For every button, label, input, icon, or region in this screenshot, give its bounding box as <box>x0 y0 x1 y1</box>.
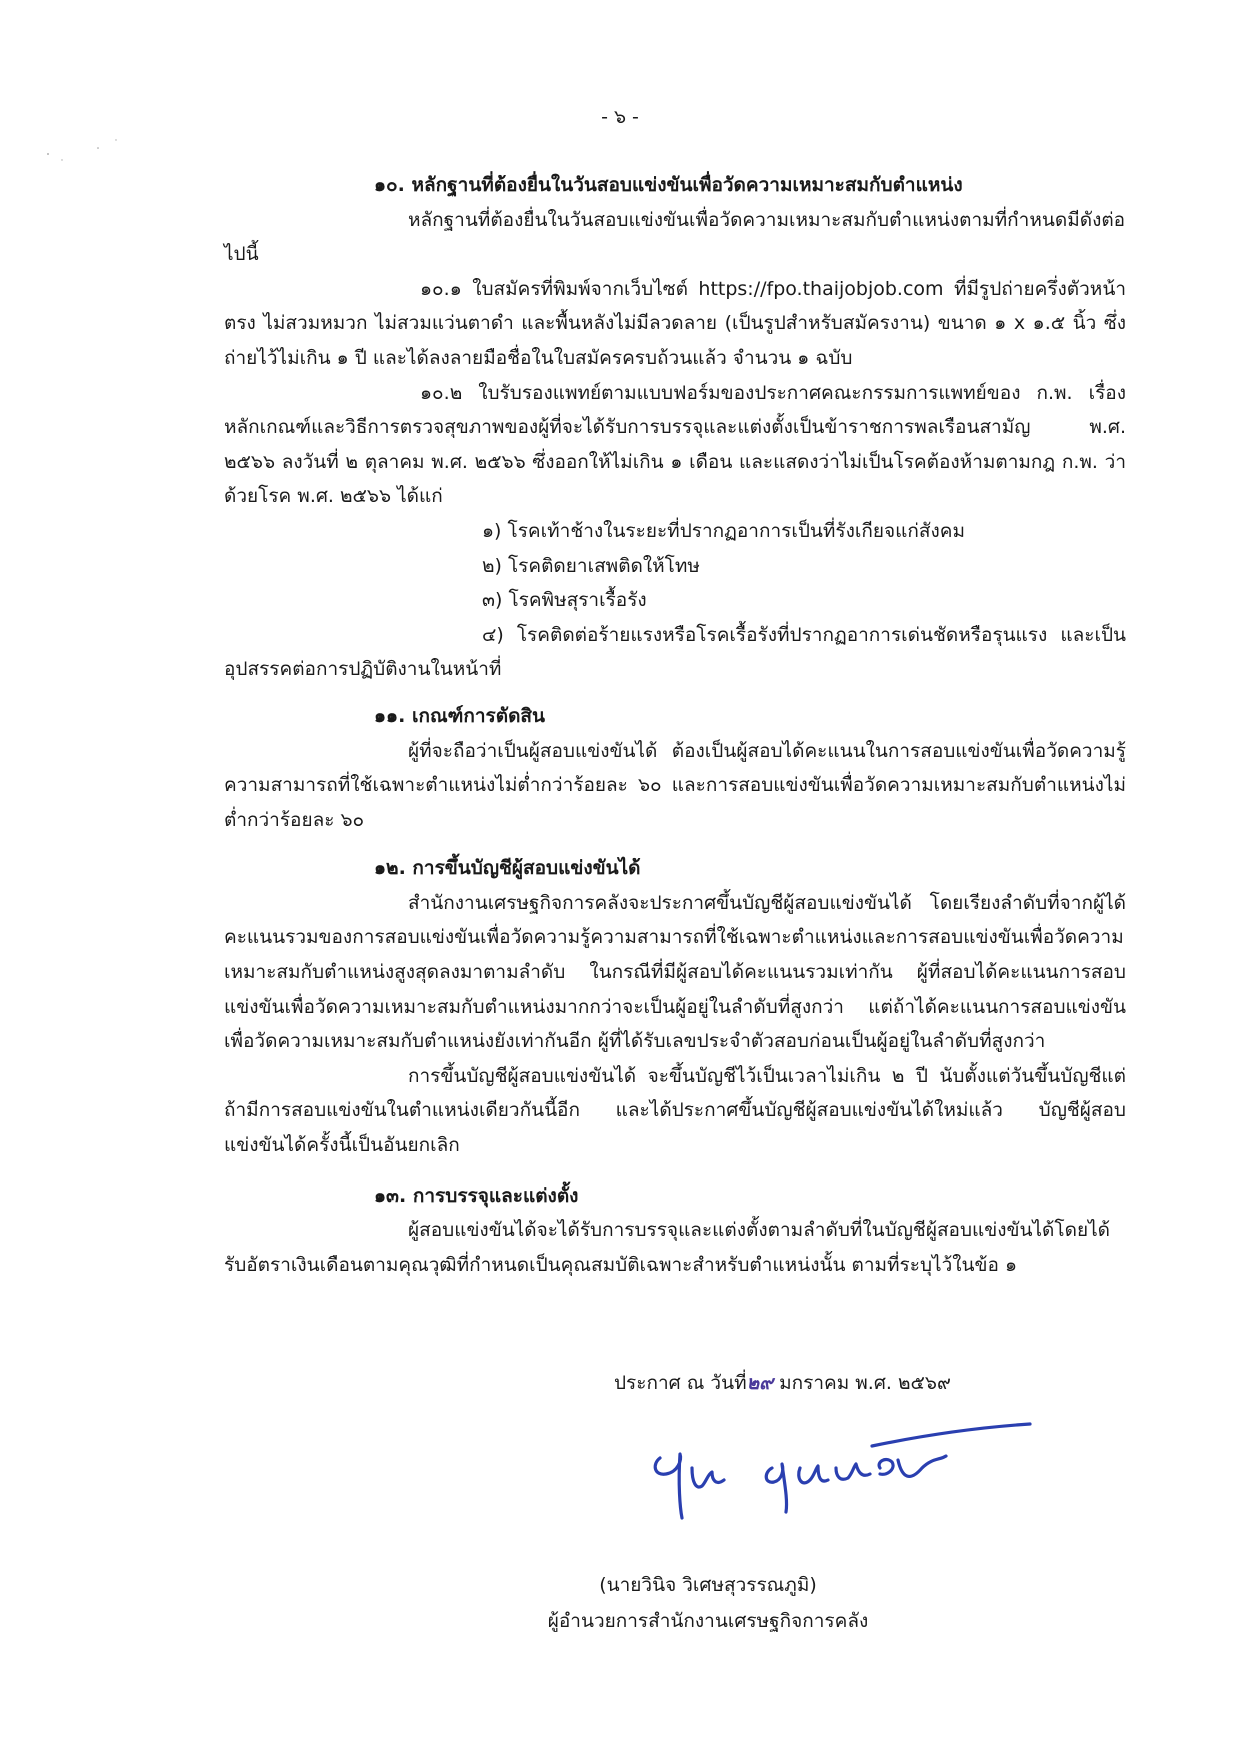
scan-specks <box>40 130 140 170</box>
section-13-heading: ๑๓. การบรรจุและแต่งตั้ง <box>374 1184 579 1207</box>
date-suffix: มกราคม พ.ศ. ๒๕๖๙ <box>779 1372 951 1394</box>
document-body <box>224 168 1126 1282</box>
section-12-heading: ๑๒. การขึ้นบัญชีผู้สอบแข่งขันได้ <box>374 857 641 880</box>
signer-name: (นายวินิจ วิเศษสุวรรณภูมิ) <box>599 1574 817 1596</box>
section-10-item-2: ๑๐.๒ ใบรับรองแพทย์ตามแบบฟอร์มของประกาศคณะกรรมการแพทย์ของ ก.พ. เรื่อง หลักเกณฑ์และวิธีการตรวจสุขภาพของผู้ที่จะได้รับการบรรจุและแต่งตั้งเป็นข้าราชการพลเรือนสามัญ พ.ศ. ๒๕๖๖ ลงวันที่ ๒ ตุลาคม พ.ศ. ๒๕๖๖ ซึ่งออกให้ไม่เกิน ๑ เดือน และแสดงว่าไม่เป็นโรคต้องห้ามตามกฎ ก.พ. ว่าด้วยโรค พ.ศ. ๒๕๖๖ ได้แก่ <box>224 381 1126 508</box>
disease-item-1: ๑) โรคเท้าช้างในระยะที่ปรากฏอาการเป็นที่รังเกียจแก่สังคม <box>482 519 966 542</box>
section-12-body-2: การขึ้นบัญชีผู้สอบแข่งขันได้ จะขึ้นบัญชีไว้เป็นเวลาไม่เกิน ๒ ปี นับตั้งแต่วันขึ้นบัญชีแต่ถ้ามีการสอบแข่งขันในตำแหน่งเดียวกันนี้อีก และได้ประกาศขึ้นบัญชีผู้สอบแข่งขันได้ใหม่แล้ว บัญชีผู้สอบแข่งขันได้ครั้งนี้เป็นอันยกเลิก <box>224 1064 1126 1157</box>
handwritten-signature <box>640 1420 1040 1530</box>
signer-title: ผู้อำนวยการสำนักงานเศรษฐกิจการคลัง <box>547 1610 869 1632</box>
section-12-body-1: สำนักงานเศรษฐกิจการคลังจะประกาศขึ้นบัญชีผู้สอบแข่งขันได้ โดยเรียงลำดับที่จากผู้ได้คะแนนรวมของการสอบแข่งขันเพื่อวัดความรู้ความสามารถที่ใช้เฉพาะตำแหน่งและการสอบแข่งขันเพื่อวัดความเหมาะสมกับตำแหน่งสูงสุดลงมาตามลำดับ ในกรณีที่มีผู้สอบได้คะแนนรวมเท่ากัน ผู้ที่สอบได้คะแนนการสอบแข่งขันเพื่อวัดความเหมาะสมกับตำแหน่งมากกว่าจะเป็นผู้อยู่ในลำดับที่สูงกว่า แต่ถ้าได้คะแนนการสอบแข่งขันเพื่อวัดความเหมาะสมกับตำแหน่งยังเท่ากันอีก ผู้ที่ได้รับเลขประจำตัวสอบก่อนเป็นผู้อยู่ในลำดับที่สูงกว่า <box>224 891 1126 1053</box>
section-11-heading: ๑๑. เกณฑ์การตัดสิน <box>374 704 545 727</box>
announcement-date <box>614 1368 951 1398</box>
disease-item-4: ๔) โรคติดต่อร้ายแรงหรือโรคเรื้อรังที่ปรากฏอาการเด่นชัดหรือรุนแรง และเป็นอุปสรรคต่อการปฏิบัติงานในหน้าที่ <box>224 623 1126 681</box>
section-10-heading: ๑๐. หลักฐานที่ต้องยื่นในวันสอบแข่งขันเพื่อวัดความเหมาะสมกับตำแหน่ง <box>374 174 963 196</box>
disease-item-3: ๓) โรคพิษสุราเรื้อรัง <box>482 589 647 612</box>
section-10-intro: หลักฐานที่ต้องยื่นในวันสอบแข่งขันเพื่อวัดความเหมาะสมกับตำแหน่งตามที่กำหนดมีดังต่อไปนี้ <box>224 208 1126 266</box>
disease-item-2: ๒) โรคติดยาเสพติดให้โทษ <box>482 554 700 577</box>
date-prefix: ประกาศ ณ วันที่ <box>614 1372 747 1394</box>
section-10-item-1: ๑๐.๑ ใบสมัครที่พิมพ์จากเว็บไซต์ https://fpo.thaijobjob.com ที่มีรูปถ่ายครึ่งตัวหน้าตรง ไม่สวมหมวก ไม่สวมแว่นตาดำ และพื้นหลังไม่มีลวดลาย (เป็นรูปสำหรับสมัครงาน) ขนาด ๑ x ๑.๕ นิ้ว ซึ่งถ่ายไว้ไม่เกิน ๑ ปี และได้ลงลายมือชื่อในใบสมัครครบถ้วนแล้ว จำนวน ๑ ฉบับ <box>224 277 1126 369</box>
date-day-handwritten: ๒๙ <box>746 1372 774 1394</box>
section-13-body: ผู้สอบแข่งขันได้จะได้รับการบรรจุและแต่งตั้งตามลำดับที่ในบัญชีผู้สอบแข่งขันได้โดยได้รับอัตราเงินเดือนตามคุณวุฒิที่กำหนดเป็นคุณสมบัติเฉพาะสำหรับตำแหน่งนั้น ตามที่ระบุไว้ในข้อ ๑ <box>224 1219 1110 1276</box>
page-number: - ๖ - <box>601 106 639 128</box>
section-11-body: ผู้ที่จะถือว่าเป็นผู้สอบแข่งขันได้ ต้องเป็นผู้สอบได้คะแนนในการสอบแข่งขันเพื่อวัดความรู้ความสามารถที่ใช้เฉพาะตำแหน่งไม่ต่ำกว่าร้อยละ ๖๐ และการสอบแข่งขันเพื่อวัดความเหมาะสมกับตำแหน่งไม่ต่ำกว่าร้อยละ ๖๐ <box>224 739 1126 831</box>
